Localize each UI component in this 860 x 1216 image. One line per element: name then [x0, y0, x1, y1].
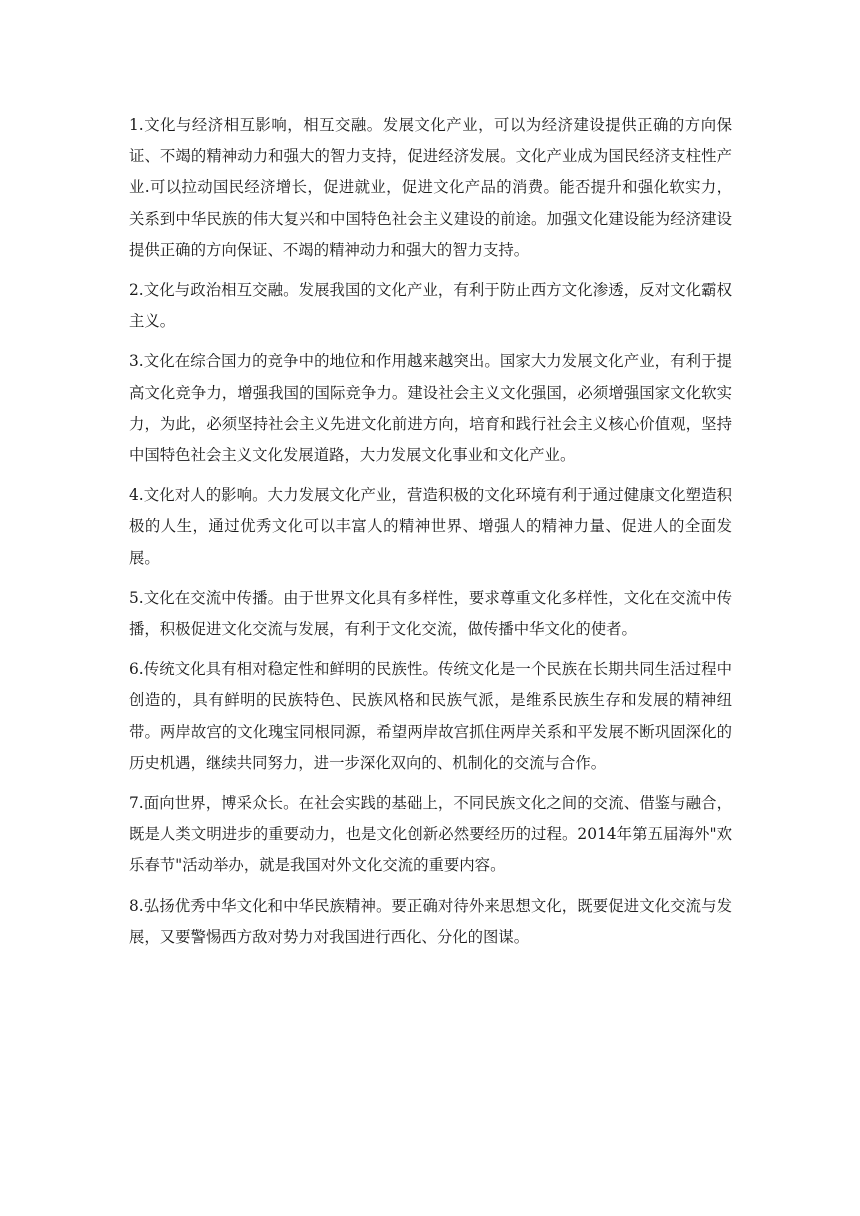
paragraph-8: 8.弘扬优秀中华文化和中华民族精神。要正确对待外来思想文化，既要促进文化交流与发展，又要警惕西方敌对势力对我国进行西化、分化的图谋。 [129, 896, 732, 946]
paragraph-1: 1.文化与经济相互影响，相互交融。发展文化产业，可以为经济建设提供正确的方向保证、不竭的精神动力和强大的智力支持，促进经济发展。文化产业成为国民经济支柱性产业.可以拉动国民经济增长，促进就业，促进文化产品的消费。能否提升和强化软实力，关系到中华民族的伟大复兴和中国特色社会主义建设的前途。加强文化建设能为经济建设提供正确的方向保证、不竭的精神动力和强大的智力支持。 [129, 116, 732, 259]
paragraph-7: 7.面向世界，博采众长。在社会实践的基础上，不同民族文化之间的交流、借鉴与融合，既是人类文明进步的重要动力，也是文化创新必然要经历的过程。2014年第五届海外"欢乐春节"活动举办，就是我国对外文化交流的重要内容。 [129, 794, 732, 875]
document-body [129, 110, 732, 962]
paragraph-5: 5.文化在交流中传播。由于世界文化具有多样性，要求尊重文化多样性，文化在交流中传播，积极促进文化交流与发展，有利于文化交流，做传播中华文化的使者。 [129, 588, 732, 639]
paragraph-3: 3.文化在综合国力的竞争中的地位和作用越来越突出。国家大力发展文化产业，有利于提高文化竞争力，增强我国的国际竞争力。建设社会主义文化强国，必须增强国家文化软实力，为此，必须坚持社会主义先进文化前进方向，培育和践行社会主义核心价值观，坚持中国特色社会主义文化发展道路，大力发展文化事业和文化产业。 [129, 352, 732, 465]
paragraph-2: 2.文化与政治相互交融。发展我国的文化产业，有利于防止西方文化渗透，反对文化霸权主义。 [129, 281, 732, 331]
paragraph-6: 6.传统文化具有相对稳定性和鲜明的民族性。传统文化是一个民族在长期共同生活过程中创造的，具有鲜明的民族特色、民族风格和民族气派，是维系民族生存和发展的精神纽带。两岸故宫的文化瑰宝同根同源，希望两岸故宫抓住两岸关系和平发展不断巩固深化的历史机遇，继续共同努力，进一步深化双向的、机制化的交流与合作。 [129, 660, 732, 772]
paragraph-4: 4.文化对人的影响。大力发展文化产业，营造积极的文化环境有利于通过健康文化塑造积极的人生，通过优秀文化可以丰富人的精神世界、增强人的精神力量、促进人的全面发展。 [129, 486, 732, 567]
